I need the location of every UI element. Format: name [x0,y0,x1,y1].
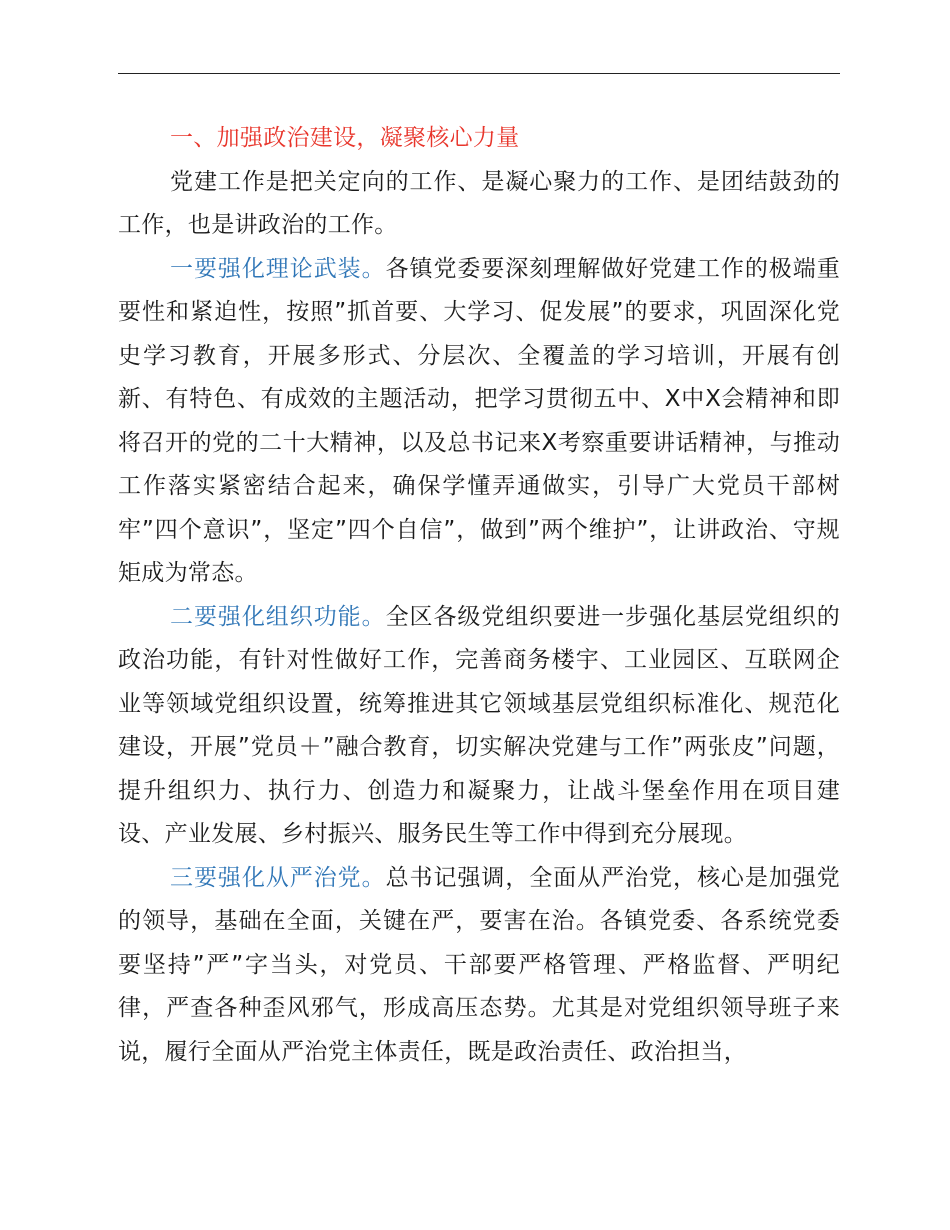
paragraph-body-3: 总书记强调，全面从严治党，核心是加强党的领导，基础在全面，关键在严，要害在治。各镇党委、各系统党委要坚持”严”字当头，对党员、干部要严格管理、严格监督、严明纪律，严查各种歪风邪气，形成高压态势。尤其是对党组织领导班子来说，履行全面从严治党主体责任，既是政治责任、政治担当， [118,864,841,1065]
section-heading: 一、加强政治建设，凝聚核心力量 [170,125,520,151]
document-body [118,117,840,1074]
paragraph-item-1 [118,248,840,596]
paragraph-item-2 [118,596,840,857]
paragraph-lead-3: 三要强化从严治党。 [170,864,386,891]
paragraph-body-1: 各镇党委要深刻理解做好党建工作的极端重要性和紧迫性，按照”抓首要、大学习、促发展”的要求，巩固深化党史学习教育，开展多形式、分层次、全覆盖的学习培训，开展有创新、有特色、有成效的主题活动，把学习贯彻五中、X中X会精神和即将召开的党的二十大精神，以及总书记来X考察重要讲话精神，与推动工作落实紧密结合起来，确保学懂弄通做实，引导广大党员干部树牢”四个意识”，坚定”四个自信”，做到”两个维护”，让讲政治、守规矩成为常态。 [118,255,841,586]
section-intro: 党建工作是把关定向的工作、是凝心聚力的工作、是团结鼓劲的工作，也是讲政治的工作。 [118,168,840,238]
paragraph-body-2: 全区各级党组织要进一步强化基层党组织的政治功能，有针对性做好工作，完善商务楼宇、工业园区、互联网企业等领域党组织设置，统筹推进其它领域基层党组织标准化、规范化建设，开展”党员＋”融合教育，切实解决党建与工作”两张皮”问题，提升组织力、执行力、创造力和凝聚力，让战斗堡垒作用在项目建设、产业发展、乡村振兴、服务民生等工作中得到充分展现。 [118,603,841,847]
paragraph-lead-2: 二要强化组织功能。 [170,603,386,630]
header-rule [118,73,840,74]
paragraph-lead-1: 一要强化理论武装。 [170,255,386,282]
paragraph-item-3 [118,857,840,1075]
